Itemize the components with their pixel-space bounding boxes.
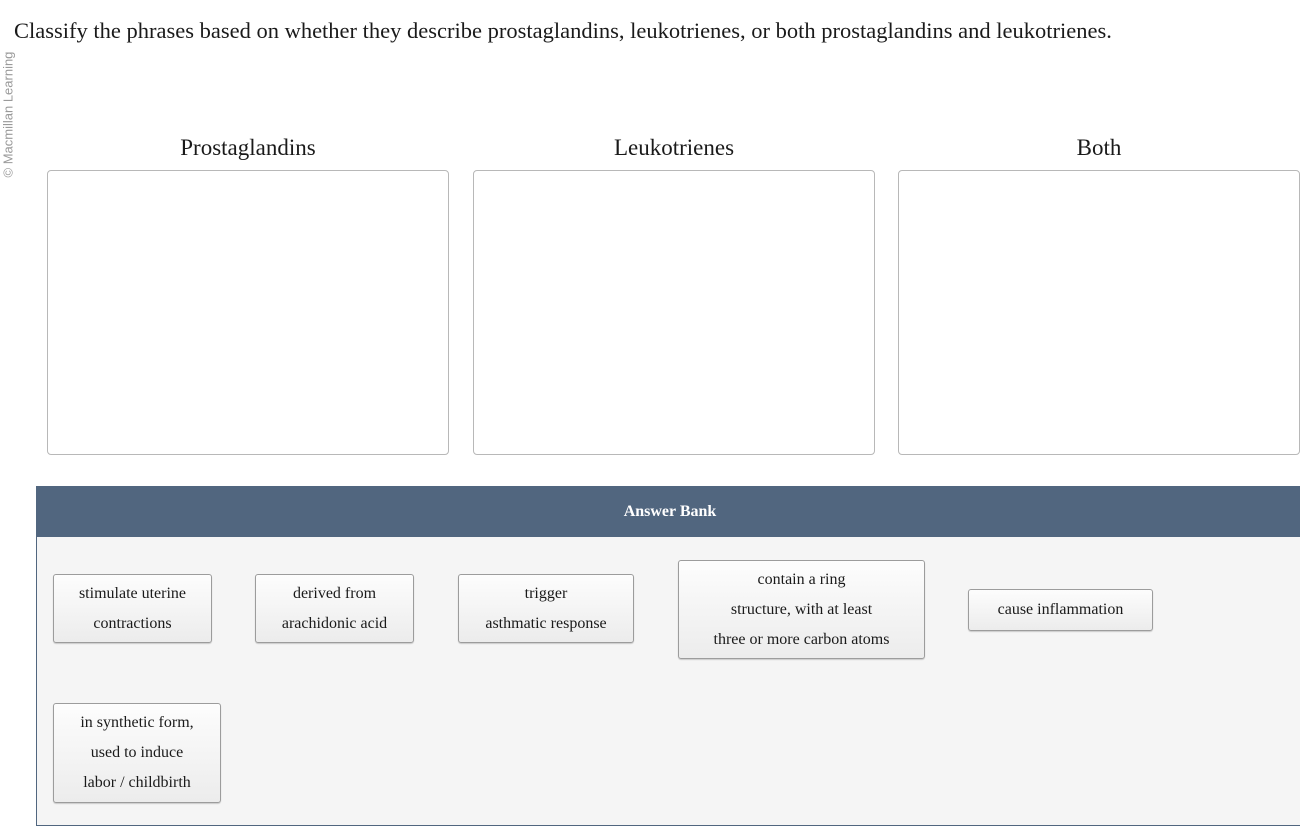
category-heading-both: Both (1076, 135, 1122, 160)
answer-bank-title: Answer Bank (37, 487, 1300, 537)
answer-chip-asthmatic-response[interactable]: trigger asthmatic response (458, 574, 634, 643)
answer-chip-cause-inflammation[interactable]: cause inflammation (968, 589, 1153, 631)
answer-chip-induce-labor[interactable]: in synthetic form, used to induce labor / childbirth (53, 703, 221, 803)
dropzone-prostaglandins[interactable] (47, 170, 449, 455)
answer-bank (36, 486, 1300, 826)
answer-chip-arachidonic-acid[interactable]: derived from arachidonic acid (255, 574, 414, 643)
question-prompt: Classify the phrases based on whether they describe prostaglandins, leukotrienes, or both prostaglandins and leukotrienes. (14, 18, 1112, 43)
dropzone-leukotrienes[interactable] (473, 170, 875, 455)
answer-chip-ring-structure[interactable]: contain a ring structure, with at least three or more carbon atoms (678, 560, 925, 659)
category-heading-prostaglandins: Prostaglandins (180, 135, 316, 160)
copyright-watermark: © Macmillan Learning (0, 51, 16, 178)
category-heading-leukotrienes: Leukotrienes (613, 135, 735, 160)
dropzone-both[interactable] (898, 170, 1300, 455)
answer-chip-uterine-contractions[interactable]: stimulate uterine contractions (53, 574, 212, 643)
